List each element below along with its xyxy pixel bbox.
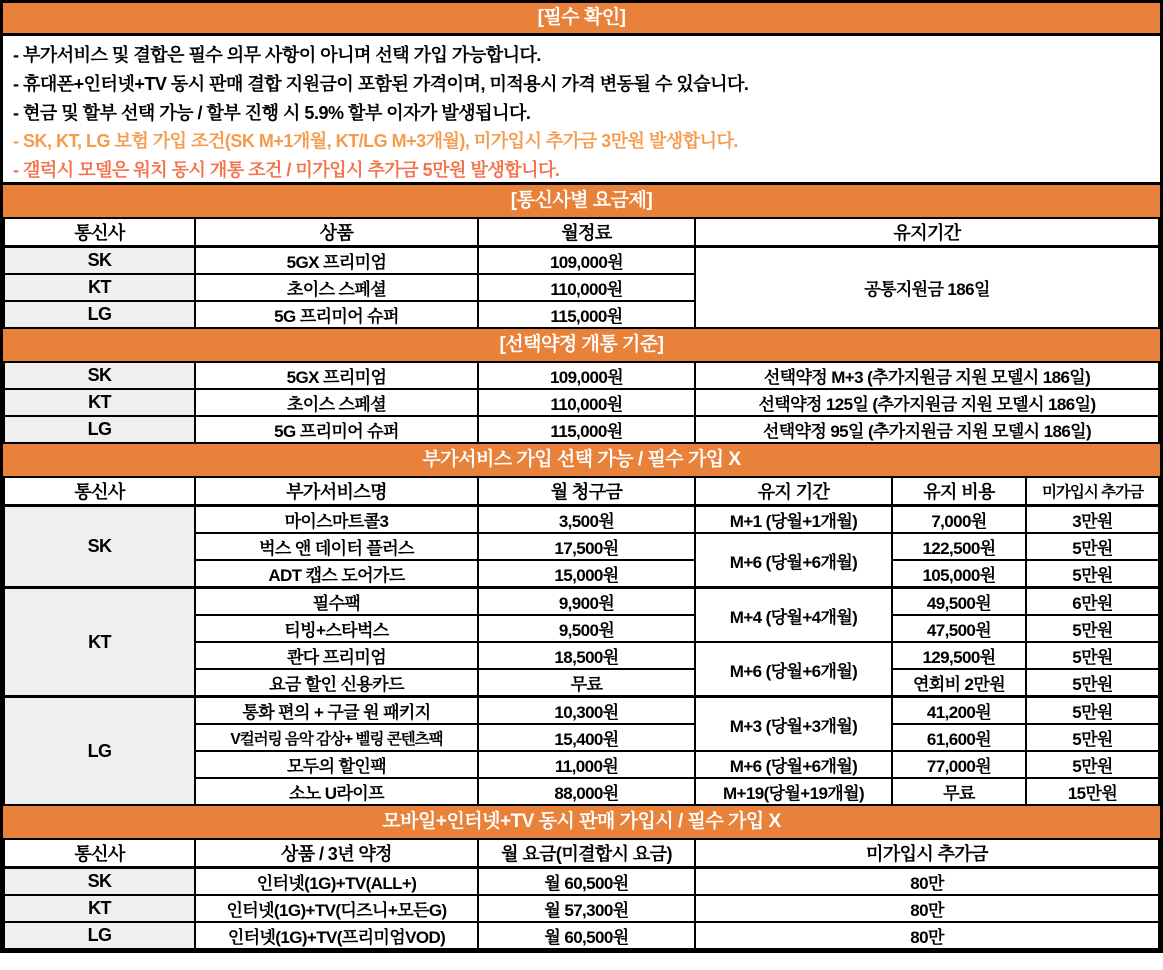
penalty-cell: 5만원 — [1026, 724, 1159, 751]
table-row — [4, 922, 1159, 949]
col-header-keep-cost: 유지 비용 — [892, 477, 1026, 506]
carrier-cell: KT — [4, 895, 195, 922]
addon-name-cell: 마이스마트콜3 — [195, 506, 478, 534]
penalty-cell: 5만원 — [1026, 642, 1159, 669]
col-header-carrier: 통신사 — [4, 839, 195, 868]
bottom-margin — [0, 953, 1163, 960]
col-header-monthly-charge: 월 청구금 — [478, 477, 695, 506]
addon-name-cell: 필수팩 — [195, 588, 478, 616]
cost-cell: 105,000원 — [892, 560, 1026, 588]
addon-name-cell: 티빙+스타벅스 — [195, 615, 478, 642]
col-header-addon-name: 부가서비스명 — [195, 477, 478, 506]
col-header-carrier: 통신사 — [4, 477, 195, 506]
col-header-bundle-fee: 월 요금(미결합시 요금) — [478, 839, 695, 868]
cost-cell: 41,200원 — [892, 697, 1026, 725]
period-merged-cell: M+4 (당월+4개월) — [695, 588, 892, 643]
col-header-penalty: 미가입시 추가금 — [1026, 477, 1159, 506]
section-title-addons: 부가서비스 가입 선택 가능 / 필수 가입 X — [3, 444, 1160, 476]
charge-cell: 무료 — [478, 669, 695, 697]
table-row — [4, 697, 1159, 725]
penalty-cell: 80만 — [695, 922, 1159, 949]
table-header-row — [4, 839, 1159, 868]
product-cell: 5G 프리미어 슈퍼 — [195, 301, 478, 328]
cost-cell: 무료 — [892, 778, 1026, 805]
period-cell: M+1 (당월+1개월) — [695, 506, 892, 534]
carrier-cell: LG — [4, 301, 195, 328]
notice-line: - 휴대폰+인터넷+TV 동시 판매 결합 지원금이 포함된 가격이며, 미적용시 가격 변동될 수 있습니다. — [13, 73, 749, 94]
addon-name-cell: 통화 편의 + 구글 원 패키지 — [195, 697, 478, 725]
penalty-cell: 5만원 — [1026, 697, 1159, 725]
penalty-cell: 80만 — [695, 868, 1159, 896]
penalty-cell: 5만원 — [1026, 669, 1159, 697]
carrier-plans-table — [3, 217, 1160, 329]
col-header-penalty: 미가입시 추가금 — [695, 839, 1159, 868]
carrier-cell: KT — [4, 274, 195, 301]
charge-cell: 18,500원 — [478, 642, 695, 669]
contract-note-cell: 선택약정 125일 (추가지원금 지원 모델시 186일) — [695, 389, 1159, 416]
table-row — [4, 389, 1159, 416]
bundle-product-cell: 인터넷(1G)+TV(프리미엄VOD) — [195, 922, 478, 949]
notice-list — [3, 33, 1160, 185]
bundle-fee-cell: 월 60,500원 — [478, 868, 695, 896]
charge-cell: 17,500원 — [478, 533, 695, 560]
bundle-fee-cell: 월 57,300원 — [478, 895, 695, 922]
table-row — [4, 247, 1159, 275]
section-title-select-contract: [선택약정 개통 기준] — [3, 329, 1160, 361]
carrier-cell: SK — [4, 506, 195, 588]
charge-cell: 88,000원 — [478, 778, 695, 805]
fee-cell: 109,000원 — [478, 247, 695, 275]
contract-note-cell: 선택약정 M+3 (추가지원금 지원 모델시 186일) — [695, 362, 1159, 389]
addon-name-cell: ADT 캡스 도어가드 — [195, 560, 478, 588]
carrier-cell: SK — [4, 247, 195, 275]
section-title-carrier-plans: [통신사별 요금제] — [3, 185, 1160, 217]
addon-name-cell: V컬러링 음악 감상+ 벨링 콘텐츠팩 — [195, 724, 478, 751]
bundle-table — [3, 838, 1160, 950]
carrier-cell: KT — [4, 389, 195, 416]
fee-cell: 110,000원 — [478, 389, 695, 416]
col-header-bundle-product: 상품 / 3년 약정 — [195, 839, 478, 868]
addon-name-cell: 벅스 앤 데이터 플러스 — [195, 533, 478, 560]
section-title-bundle: 모바일+인터넷+TV 동시 판매 가입시 / 필수 가입 X — [3, 806, 1160, 838]
col-header-monthly-fee: 월정료 — [478, 218, 695, 247]
notice-line: - 현금 및 할부 선택 가능 / 할부 진행 시 5.9% 할부 이자가 발생됩니다. — [13, 102, 531, 123]
col-header-keep-period: 유지 기간 — [695, 477, 892, 506]
penalty-cell: 3만원 — [1026, 506, 1159, 534]
retention-merged-cell: 공통지원금 186일 — [695, 247, 1159, 329]
charge-cell: 3,500원 — [478, 506, 695, 534]
table-row — [4, 868, 1159, 896]
cost-cell: 129,500원 — [892, 642, 1026, 669]
cost-cell: 연회비 2만원 — [892, 669, 1026, 697]
carrier-cell: SK — [4, 868, 195, 896]
product-cell: 5G 프리미어 슈퍼 — [195, 416, 478, 443]
carrier-cell: SK — [4, 362, 195, 389]
penalty-cell: 5만원 — [1026, 615, 1159, 642]
cost-cell: 7,000원 — [892, 506, 1026, 534]
addon-name-cell: 모두의 할인팩 — [195, 751, 478, 778]
penalty-cell: 5만원 — [1026, 533, 1159, 560]
charge-cell: 9,900원 — [478, 588, 695, 616]
product-cell: 초이스 스페셜 — [195, 389, 478, 416]
addon-name-cell: 소노 U라이프 — [195, 778, 478, 805]
product-cell: 5GX 프리미엄 — [195, 362, 478, 389]
carrier-cell: LG — [4, 922, 195, 949]
fee-cell: 115,000원 — [478, 301, 695, 328]
col-header-retention: 유지기간 — [695, 218, 1159, 247]
fee-cell: 110,000원 — [478, 274, 695, 301]
charge-cell: 15,400원 — [478, 724, 695, 751]
product-cell: 5GX 프리미엄 — [195, 247, 478, 275]
table-header-row — [4, 477, 1159, 506]
bundle-fee-cell: 월 60,500원 — [478, 922, 695, 949]
cost-cell: 77,000원 — [892, 751, 1026, 778]
penalty-cell: 15만원 — [1026, 778, 1159, 805]
table-row — [4, 895, 1159, 922]
period-merged-cell: M+6 (당월+6개월) — [695, 533, 892, 588]
cost-cell: 49,500원 — [892, 588, 1026, 616]
penalty-cell: 5만원 — [1026, 560, 1159, 588]
carrier-cell: KT — [4, 588, 195, 697]
period-merged-cell: M+3 (당월+3개월) — [695, 697, 892, 752]
period-cell: M+6 (당월+6개월) — [695, 751, 892, 778]
table-header-row — [4, 218, 1159, 247]
addons-table — [3, 476, 1160, 806]
section-title-required-check: [필수 확인] — [3, 3, 1160, 33]
contract-note-cell: 선택약정 95일 (추가지원금 지원 모델시 186일) — [695, 416, 1159, 443]
table-row — [4, 506, 1159, 534]
bundle-product-cell: 인터넷(1G)+TV(디즈니+모든G) — [195, 895, 478, 922]
charge-cell: 15,000원 — [478, 560, 695, 588]
table-row — [4, 362, 1159, 389]
col-header-carrier: 통신사 — [4, 218, 195, 247]
bundle-product-cell: 인터넷(1G)+TV(ALL+) — [195, 868, 478, 896]
notice-line-insurance: - SK, KT, LG 보험 가입 조건(SK M+1개월, KT/LG M+3개월), 미가입시 추가금 3만원 발생합니다. — [13, 131, 738, 152]
penalty-cell: 80만 — [695, 895, 1159, 922]
addon-name-cell: 요금 할인 신용카드 — [195, 669, 478, 697]
select-contract-table — [3, 361, 1160, 444]
penalty-cell: 5만원 — [1026, 751, 1159, 778]
penalty-cell: 6만원 — [1026, 588, 1159, 616]
col-header-product: 상품 — [195, 218, 478, 247]
product-cell: 초이스 스페셜 — [195, 274, 478, 301]
table-row — [4, 416, 1159, 443]
carrier-cell: LG — [4, 697, 195, 806]
charge-cell: 10,300원 — [478, 697, 695, 725]
cost-cell: 122,500원 — [892, 533, 1026, 560]
cost-cell: 47,500원 — [892, 615, 1026, 642]
period-cell: M+19(당월+19개월) — [695, 778, 892, 805]
notice-line-galaxy-watch: - 갤럭시 모델은 워치 동시 개통 조건 / 미가입시 추가금 5만원 발생합니다. — [13, 160, 560, 181]
cost-cell: 61,600원 — [892, 724, 1026, 751]
addon-name-cell: 콴다 프리미엄 — [195, 642, 478, 669]
fee-cell: 109,000원 — [478, 362, 695, 389]
notice-line: - 부가서비스 및 결합은 필수 의무 사항이 아니며 선택 가입 가능합니다. — [13, 45, 541, 65]
charge-cell: 9,500원 — [478, 615, 695, 642]
carrier-cell: LG — [4, 416, 195, 443]
charge-cell: 11,000원 — [478, 751, 695, 778]
fee-cell: 115,000원 — [478, 416, 695, 443]
period-merged-cell: M+6 (당월+6개월) — [695, 642, 892, 697]
table-row — [4, 588, 1159, 616]
